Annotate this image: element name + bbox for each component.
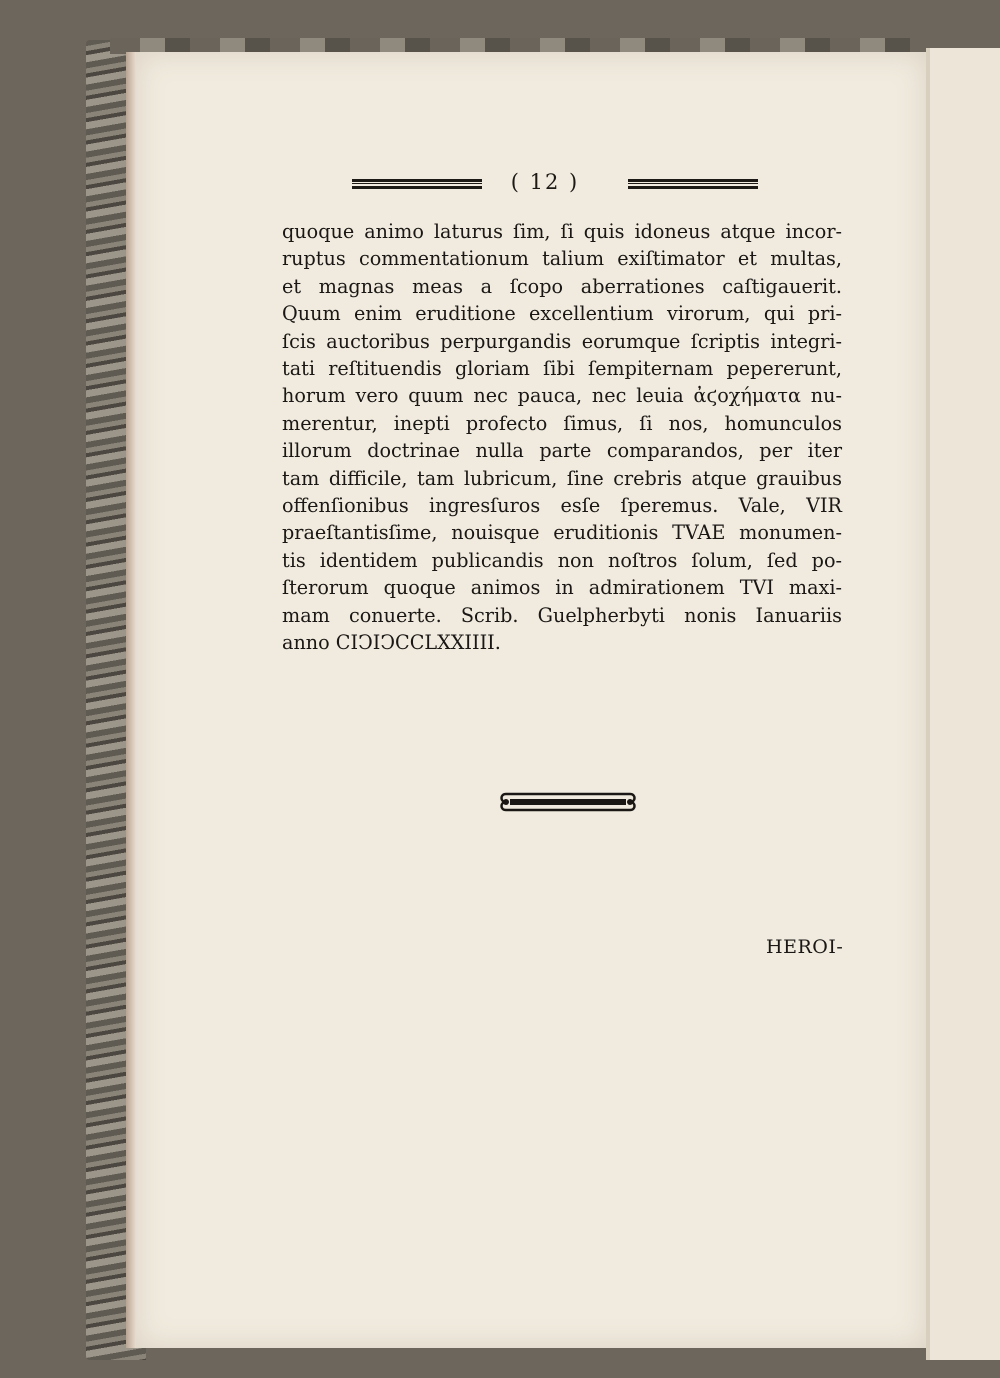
running-header	[0, 170, 1000, 200]
catchword: HEROI-	[766, 936, 844, 958]
text-line: praeſtantisſime, nouisque eruditionis TVAE monumen-	[282, 521, 842, 545]
text-line: Quum enim eruditione excellentium virorum, qui pri-	[282, 302, 842, 326]
text-line: anno CIↃIↃCCLXXIIII.	[282, 631, 501, 655]
text-line: tam difficile, tam lubricum, ſine crebris atque grauibus	[282, 466, 842, 490]
text-line: offenſionibus ingresſuros esſe ſperemus. Vale, VIR	[282, 494, 842, 518]
text-line: quoque animo laturus ſim, ſi quis idoneus atque incor-	[282, 220, 842, 243]
text-line: ſterorum quoque animos in admirationem TVI maxi-	[282, 576, 842, 600]
text-line: mam conuerte. Scrib. Guelpherbyti nonis Ianuariis	[282, 603, 842, 627]
text-line: merentur, inepti profecto ſimus, ſi nos, homunculos	[282, 411, 842, 435]
page-number: ( 12 )	[510, 170, 580, 194]
body-text	[282, 218, 842, 657]
header-rule-left	[352, 179, 482, 189]
text-line: ruptus commentationum talium exiſtimator et multas,	[282, 247, 842, 271]
text-line: tis identidem publicandis non noſtros ſolum, ſed po-	[282, 548, 842, 572]
text-line: horum vero quum nec pauca, nec leuia ἀϛοχήματα nu-	[282, 384, 842, 408]
next-page-edge	[926, 48, 1000, 1360]
header-rule-right	[628, 179, 758, 189]
text-line: et magnas meas a ſcopo aberrationes caſtigauerit.	[282, 274, 842, 298]
text-line: illorum doctrinae nulla parte comparandos, per iter	[282, 439, 842, 463]
scroll-ornament-icon	[496, 790, 640, 814]
text-line: ſcis auctoribus perpurgandis eorumque ſcriptis integri-	[282, 329, 842, 353]
text-line: tati reſtituendis gloriam ſibi ſempiternam pepererunt,	[282, 357, 842, 381]
page-gutter	[126, 52, 136, 1348]
